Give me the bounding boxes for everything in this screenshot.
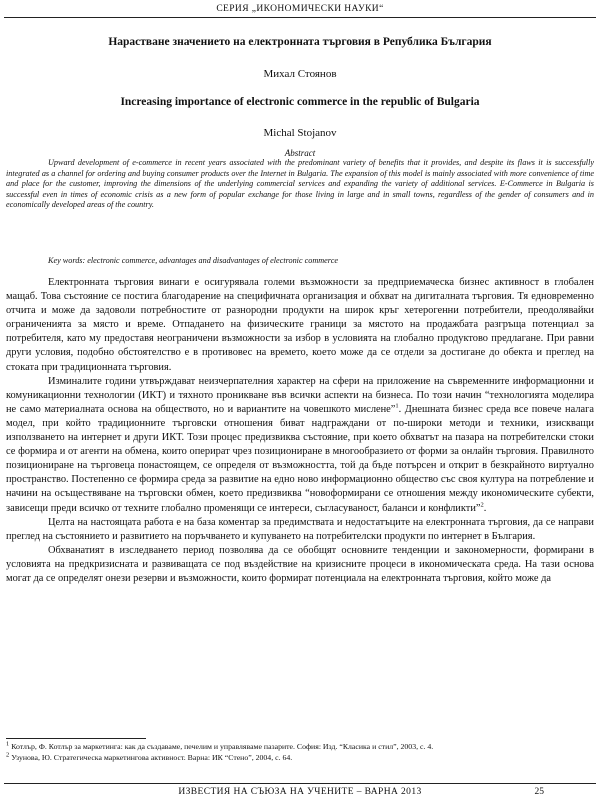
footnote bbox=[6, 742, 594, 752]
page-number: 25 bbox=[534, 787, 544, 797]
author-bulgarian: Михал Стоянов bbox=[263, 68, 337, 80]
author-english: Michal Stojanov bbox=[263, 127, 337, 139]
body-paragraph bbox=[6, 375, 594, 516]
footnote-text: Котлър, Ф. Котлър за маркетинга: как да създаваме, печелим и управляваме пазарите. София: Изд. “Класика и стил”, 2003, с. 4. bbox=[9, 742, 434, 751]
keywords: Key words: electronic commerce, advantages and disadvantages of electronic commerce bbox=[48, 256, 338, 265]
running-footer bbox=[4, 783, 596, 797]
footnote-number: 2 bbox=[6, 751, 10, 759]
body-text-run: . Днешната бизнес среда все повече налага модел, при който традиционните търговски отношения биват надграждани от по-широки методи и техники, изискващи използването на интернет и други ИКТ. Този процес предизвиква състояние, при което обхватът на пазара на потребителски стоки се формира и от агенти на обмена, които оперират чрез позициониране в многообразието от форми за онлайн търговия. Правилното позициониране на търговеца понастоящем, се определя от възможността, той да бъде потърсен и открит в безкрайното виртуално пространство. Постепенно се формира среда за развитие на едно ново информационно общество със своя култура на потребление и начини на осъществяване на търговски обмен, което предизвиква “новоформирани се отношения между икономическите субекти, зависещи преди всичко от техните глобално променящи се интереси, съгласуваност, баланси и конфликти” bbox=[6, 403, 594, 514]
title-english: Increasing importance of electronic commerce in the republic of Bulgaria bbox=[120, 96, 480, 108]
body-text bbox=[6, 276, 594, 586]
footnote-ref[interactable]: 2 bbox=[480, 501, 484, 509]
body-paragraph: Обхванатият в изследването период позволява да се обобщят основните тенденции и закономерности, формирани в условията на предкризисната и развиващата се под въздействие на кризисните процеси в икономическата среда. На тази основа могат да се определят онези резерви и възможности, които формират потенциала на електронната търговия, който може да bbox=[6, 544, 594, 584]
footnote-ref[interactable]: 1 bbox=[395, 402, 399, 410]
body-paragraph: Електронната търговия винаги е осигурявала големи възможности за предприемаческа бизнес активност в глобален мащаб. Това състояние се постига благодарение на специфичната организация и обхват на дигиталната търговия. Тя едновременно отчита и може да задоволи потребностите от разнородни продукти на широк кръг хетерогенни потребители, преодолявайки ограниченията за място и време. Отпадането на физическите граници за мястото на продажбата разгръща потенциал за потребителя, като му предоставя неограничени възможности за избор в условията на глобално продуктово предлагане. При равни други условия, подобно обстоятелство е в противовес на времето, което може да се отдели за достигане до обекта и преглед на стоката при традиционната търговия. bbox=[6, 277, 594, 373]
footnote-number: 1 bbox=[6, 740, 10, 748]
body-paragraph: Целта на настоящата работа е на база коментар за предимствата и недостатъците на електронната търговия, да се направи преглед на състоянието и развитието на поръчването и купуването на потребителски продукти по интернет в България. bbox=[6, 516, 594, 542]
journal-name: ИЗВЕСТИЯ НА СЪЮЗА НА УЧЕНИТЕ – ВАРНА 2013 bbox=[178, 787, 422, 797]
footnote-text: Узунова, Ю. Стратегическа маркетингова активност. Варна: ИК “Стено”, 2004, с. 64. bbox=[9, 753, 293, 762]
footnote-divider bbox=[6, 738, 146, 739]
title-bulgarian: Нарастване значението на електронната търговия в Република България bbox=[108, 36, 492, 48]
abstract-text: Upward development of e-commerce in recent years associated with the predominant variety of benefits that it provides, and despite its flaws it is successfully integrated as a channel for ordering and buying consumer products over the Internet in Bulgaria. The expansion of this model is mainly associated with more convenience of time and place for the customer, improving the dimensions of the underlying commercial services and expanding the variety of additional services. E-Commerce in Bulgaria is successful even in times of economic crisis as a new form of popular exchange for those living in large and in small towns, regardless of the gender of consumers and in economically developed areas of the country. bbox=[6, 158, 594, 210]
running-header: СЕРИЯ „ИКОНОМИЧЕСКИ НАУКИ“ bbox=[4, 4, 596, 18]
footnote bbox=[6, 753, 594, 763]
body-text-run: . bbox=[483, 502, 487, 514]
body-text-run: Изминалите години утвърждават неизчерпателния характер на сфери на приложение на съвременните информационни и комуникационни технологии (ИКТ) и тяхното проникване във всички аспекти на бизнеса. По този начин “технологията моделира не само материалната основа на обществото, но и вариантите на човешкото мислене” bbox=[6, 375, 594, 415]
footnotes bbox=[6, 742, 594, 764]
abstract-heading: Abstract bbox=[284, 148, 316, 158]
